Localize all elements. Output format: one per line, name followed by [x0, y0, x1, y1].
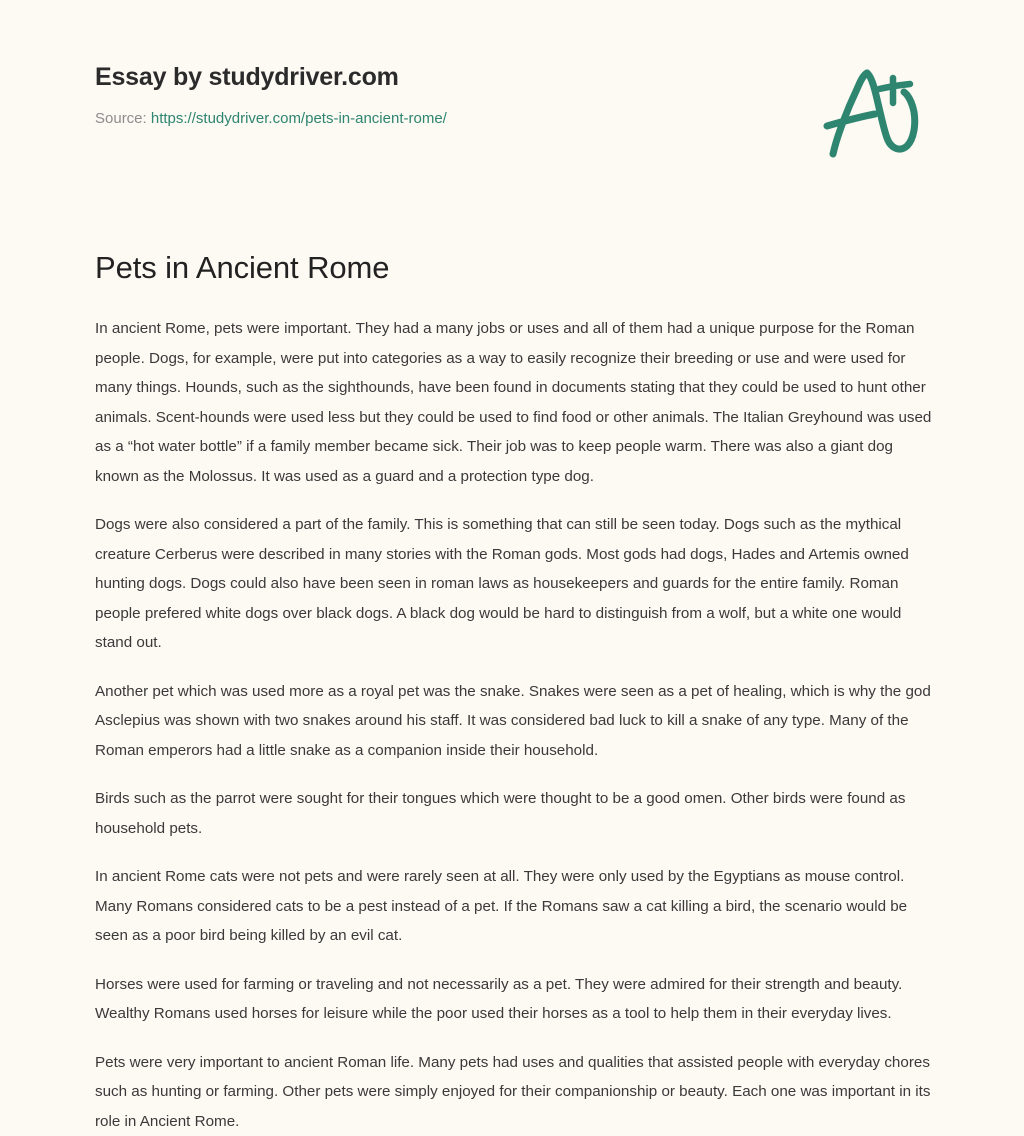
- source-line: [95, 109, 795, 129]
- source-label: Source:: [95, 110, 147, 127]
- paragraph: Horses were used for farming or traveling and not necessarily as a pet. They were admired for their strength and beauty. Wealthy Romans used horses for leisure while the poor used their horses as a tool to help them in their everyday lives.: [95, 970, 933, 1029]
- article-body: [95, 314, 933, 1136]
- paragraph: Dogs were also considered a part of the family. This is something that can still be seen today. Dogs such as the mythical creature Cerberus were described in many stories with the Roman gods. Most gods had dogs, Hades and Artemis owned hunting dogs. Dogs could also have been seen in roman laws as housekeepers and guards for the entire family. Roman people prefered white dogs over black dogs. A black dog would be hard to distinguish from a wolf, but a white one would stand out.: [95, 510, 933, 658]
- paragraph: Another pet which was used more as a royal pet was the snake. Snakes were seen as a pet of healing, which is why the god Asclepius was shown with two snakes around his staff. It was considered bad luck to kill a snake of any type. Many of the Roman emperors had a little snake as a companion inside their household.: [95, 677, 933, 766]
- a-plus-logo-icon: [815, 62, 930, 162]
- paragraph: Birds such as the parrot were sought for their tongues which were thought to be a good omen. Other birds were found as household pets.: [95, 784, 933, 843]
- essay-byline: Essay by studydriver.com: [95, 62, 795, 92]
- paragraph: In ancient Rome cats were not pets and were rarely seen at all. They were only used by the Egyptians as mouse control. Many Romans considered cats to be a pest instead of a pet. If the Romans saw a cat killing a bird, the scenario would be seen as a poor bird being killed by an evil cat.: [95, 862, 933, 951]
- document-header: [95, 62, 795, 129]
- a-plus-logo: [815, 62, 930, 162]
- source-url-link[interactable]: https://studydriver.com/pets-in-ancient-rome/: [151, 110, 447, 127]
- page-title: Pets in Ancient Rome: [95, 249, 389, 288]
- paragraph: In ancient Rome, pets were important. They had a many jobs or uses and all of them had a unique purpose for the Roman people. Dogs, for example, were put into categories as a way to easily recognize their breeding or use and were used for many things. Hounds, such as the sighthounds, have been found in documents stating that they could be used to hunt other animals. Scent-hounds were used less but they could be used to find food or other animals. The Italian Greyhound was used as a “hot water bottle” if a family member became sick. Their job was to keep people warm. There was also a giant dog known as the Molossus. It was used as a guard and a protection type dog.: [95, 314, 933, 491]
- paragraph: Pets were very important to ancient Roman life. Many pets had uses and qualities that assisted people with everyday chores such as hunting or farming. Other pets were simply enjoyed for their companionship or beauty. Each one was important in its role in Ancient Rome.: [95, 1048, 933, 1136]
